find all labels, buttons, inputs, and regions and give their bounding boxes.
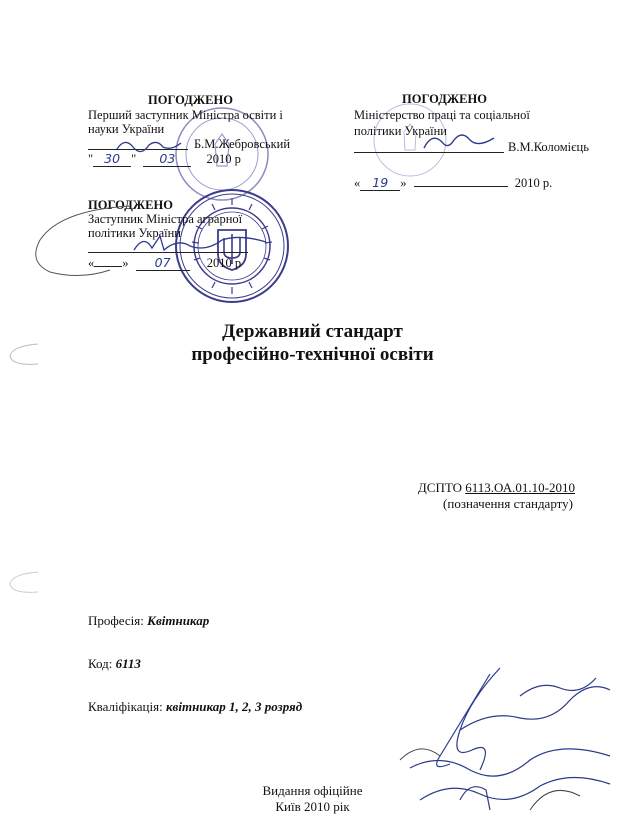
- document-title-line1: Державний стандарт: [222, 321, 403, 342]
- approval-left-bottom-position-line2: політики України: [88, 226, 181, 240]
- approval-right-date: « 19 » 2010 р.: [354, 175, 553, 190]
- approval-right-name: В.М.Коломієць: [508, 140, 589, 154]
- qualification-label: Кваліфікація:: [88, 699, 166, 714]
- code-field: [88, 657, 141, 671]
- profession-value: Квітникар: [147, 613, 210, 628]
- approval-left-bottom-position-line1: Заступник Міністра аграрної: [88, 212, 243, 226]
- approval-right-position-line2: політики України: [354, 124, 447, 138]
- scan-artifact: [2, 340, 42, 370]
- approval-left-name: Б.М.Жебровський: [194, 137, 291, 151]
- approval-left-date: " 30 " 03 2010 р: [88, 151, 241, 166]
- profession-label: Професія:: [88, 613, 148, 628]
- edition-note: Видання офіційне: [262, 783, 363, 798]
- approval-right-heading: ПОГОДЖЕНО: [402, 92, 487, 106]
- approval-left-date-year: 2010 р: [206, 152, 241, 166]
- approval-left-position-line2: науки України: [88, 122, 165, 136]
- approval-left-bottom-heading: ПОГОДЖЕНО: [88, 198, 173, 212]
- code-value: 6113: [115, 656, 141, 671]
- code-label: Код:: [88, 656, 116, 671]
- approval-left-bottom-date-year: 2010 р: [206, 256, 242, 270]
- qualification-value: квітникар 1, 2, 3 розряд: [165, 699, 303, 714]
- city-year: Київ 2010 рік: [275, 799, 350, 814]
- standard-designation-caption: (позначення стандарту): [443, 496, 573, 511]
- approval-left-date-month: 03: [143, 152, 191, 167]
- approval-left-bottom-date-day: [94, 266, 122, 267]
- qualification-field: [88, 700, 302, 714]
- approval-left-bottom-date-month: 07: [136, 256, 190, 271]
- approval-left-date-day: 30: [93, 152, 131, 167]
- approval-right-position-line1: Міністерство праці та соціальної: [354, 108, 530, 122]
- standard-designation-prefix: ДСПТО: [417, 480, 466, 495]
- approval-left-bottom-signature: [130, 230, 270, 258]
- document-title-line2: професійно-технічної освіти: [191, 344, 434, 365]
- approval-right-signature: [418, 128, 498, 154]
- approval-left-position-line1: Перший заступник Міністра освіти і: [88, 108, 283, 122]
- standard-designation: [418, 481, 575, 495]
- approval-left-heading: ПОГОДЖЕНО: [148, 93, 233, 107]
- approval-right-date-month: [414, 186, 508, 187]
- approval-right-date-year: 2010 р.: [514, 176, 553, 190]
- standard-designation-code: 6113.ОА.01.10-2010: [465, 480, 575, 495]
- scan-artifact-2: [2, 568, 42, 598]
- profession-field: [88, 614, 209, 628]
- approval-left-bottom-date: « » 07 2010 р: [88, 255, 242, 270]
- approval-right-date-day: 19: [360, 176, 400, 191]
